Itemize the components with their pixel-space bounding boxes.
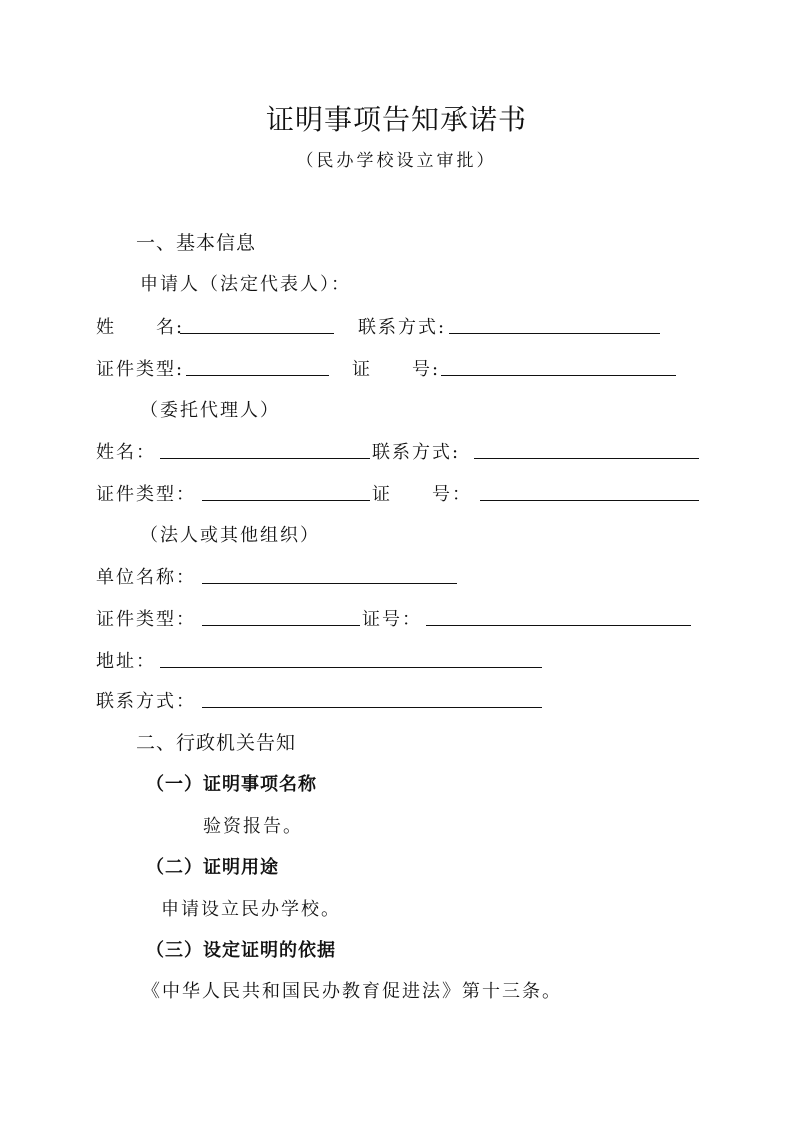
org-unit-name-field[interactable]	[202, 583, 457, 584]
org-id-no-label: 证号：	[362, 609, 422, 630]
org-unit-name-label: 单位名称：	[96, 567, 196, 588]
item2-heading: （二）证明用途	[146, 857, 279, 878]
applicant-id-no-field[interactable]	[441, 375, 676, 376]
applicant-id-type-label: 证件类型:	[96, 359, 185, 380]
org-contact-label: 联系方式：	[96, 691, 196, 712]
section-notice-heading: 二、行政机关告知	[136, 732, 297, 754]
org-id-type-field[interactable]	[202, 625, 360, 626]
applicant-id-no-label: 证 号:	[352, 359, 441, 380]
agent-id-type-label: 证件类型：	[96, 484, 196, 505]
org-contact-field[interactable]	[202, 707, 542, 708]
org-address-label: 地址：	[96, 651, 156, 672]
org-address-field[interactable]	[160, 667, 542, 668]
applicant-name-label: 姓 名:	[96, 317, 185, 338]
agent-label: （委托代理人）	[140, 400, 280, 421]
item2-text: 申请设立民办学校。	[161, 899, 341, 920]
document-subtitle: （民办学校设立审批）	[296, 151, 497, 171]
applicant-id-type-field[interactable]	[186, 375, 329, 376]
item3-heading: （三）设定证明的依据	[146, 940, 336, 961]
agent-contact-field[interactable]	[474, 458, 699, 459]
applicant-contact-label: 联系方式:	[358, 317, 447, 338]
org-label: （法人或其他组织）	[140, 525, 320, 546]
item1-heading: （一）证明事项名称	[146, 774, 317, 795]
org-id-type-label: 证件类型：	[96, 609, 196, 630]
applicant-name-field[interactable]	[180, 333, 334, 334]
section-basic-info-heading: 一、基本信息	[136, 232, 257, 254]
applicant-contact-field[interactable]	[449, 333, 660, 334]
document-title: 证明事项告知承诺书	[265, 103, 527, 136]
agent-name-field[interactable]	[160, 458, 370, 459]
org-id-no-field[interactable]	[426, 625, 691, 626]
agent-name-label: 姓名：	[96, 442, 156, 463]
applicant-label: 申请人（法定代表人）：	[140, 274, 351, 295]
item3-text: 《中华人民共和国民办教育促进法》第十三条。	[142, 981, 562, 1002]
item1-text: 验资报告。	[203, 816, 303, 837]
agent-id-no-label: 证 号：	[372, 484, 472, 505]
agent-id-no-field[interactable]	[480, 500, 699, 501]
agent-contact-label: 联系方式:	[372, 442, 461, 463]
agent-id-type-field[interactable]	[202, 500, 370, 501]
